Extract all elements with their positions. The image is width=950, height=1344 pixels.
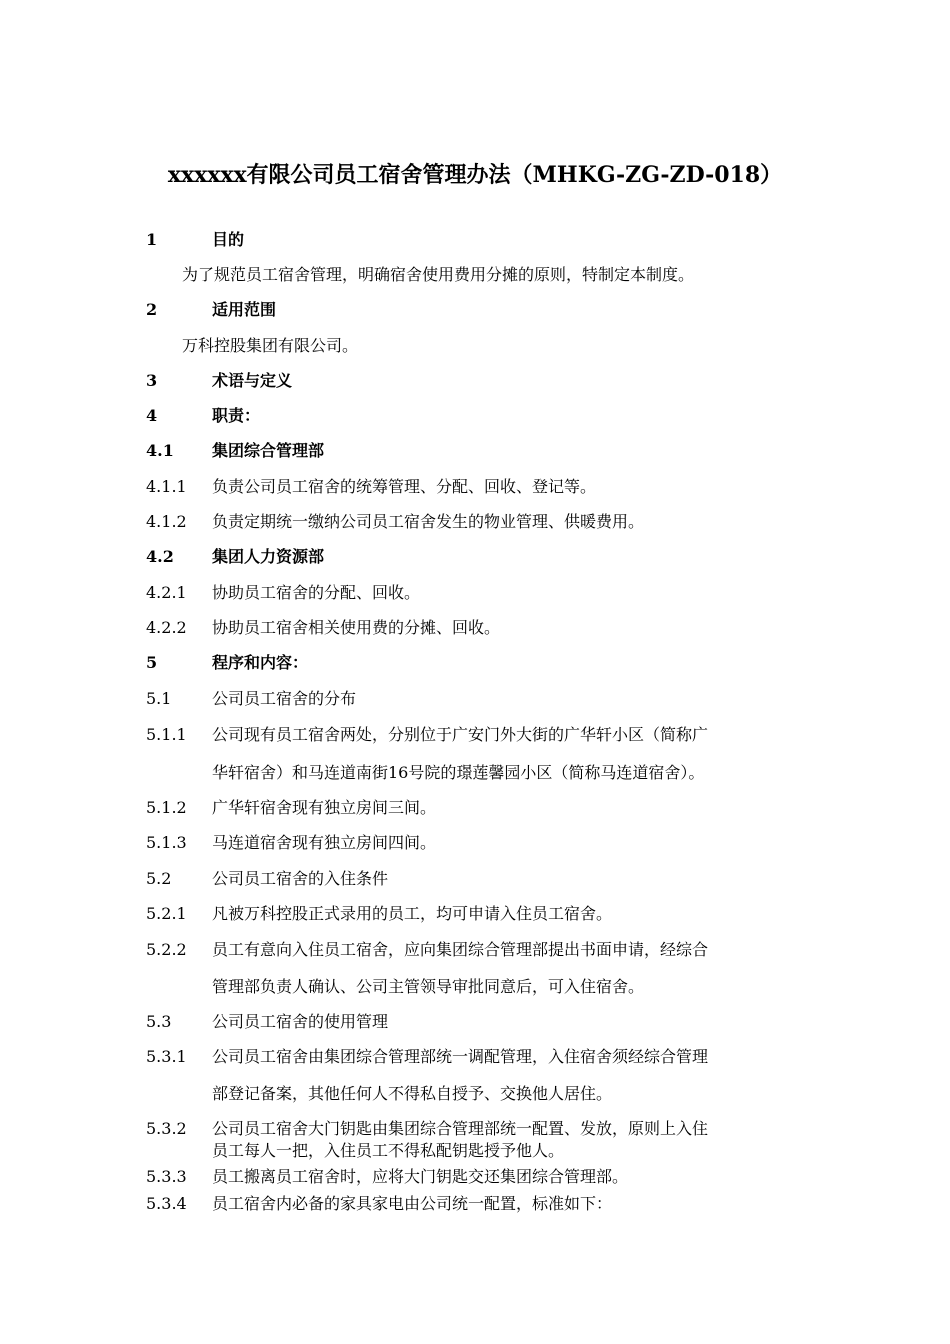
section-number: 5.2 bbox=[146, 869, 172, 888]
item-5-1-1-continuation: 华轩宿舍）和马连道南街16号院的璟莲馨园小区（简称马连道宿舍）。 bbox=[212, 763, 705, 782]
section-number: 5.2.1 bbox=[146, 904, 187, 923]
section-number: 5.3.3 bbox=[146, 1167, 187, 1186]
section-title: 适用范围 bbox=[212, 300, 277, 319]
section-text: 公司员工宿舍大门钥匙由集团综合管理部统一配置、发放，原则上入住 bbox=[212, 1119, 709, 1138]
section-text: 协助员工宿舍的分配、回收。 bbox=[212, 583, 421, 602]
section-number: 4.1 bbox=[146, 441, 174, 460]
section-number: 4.2 bbox=[146, 547, 174, 566]
section-title: 程序和内容： bbox=[212, 653, 309, 672]
section-text: 公司现有员工宿舍两处，分别位于广安门外大街的广华轩小区（简称广 bbox=[212, 725, 709, 744]
section-number: 4.2.1 bbox=[146, 583, 187, 602]
section-text: 公司员工宿舍由集团综合管理部统一调配管理，入住宿舍须经综合管理 bbox=[212, 1047, 709, 1066]
section-text: 员工宿舍内必备的家具家电由公司统一配置，标准如下： bbox=[212, 1194, 613, 1213]
section-title: 术语与定义 bbox=[212, 371, 293, 390]
section-number: 5 bbox=[146, 653, 158, 672]
paragraph-scope: 万科控股集团有限公司。 bbox=[182, 336, 359, 355]
section-text: 凡被万科控股正式录用的员工，均可申请入住员工宿舍。 bbox=[212, 904, 613, 923]
section-number: 3 bbox=[146, 371, 158, 390]
section-title: 职责： bbox=[212, 406, 261, 425]
section-number: 4.1.2 bbox=[146, 512, 187, 531]
section-title: 目的 bbox=[212, 230, 245, 249]
section-number: 4.1.1 bbox=[146, 477, 187, 496]
document-title: xxxxxx有限公司员工宿舍管理办法（MHKG-ZG-ZD-018） bbox=[167, 162, 783, 188]
section-number: 5.1.2 bbox=[146, 798, 187, 817]
section-number: 5.2.2 bbox=[146, 940, 187, 959]
section-number: 1 bbox=[146, 230, 158, 249]
paragraph-purpose: 为了规范员工宿舍管理，明确宿舍使用费用分摊的原则，特制定本制度。 bbox=[182, 265, 695, 284]
section-number: 5.3.4 bbox=[146, 1194, 187, 1213]
section-number: 2 bbox=[146, 300, 158, 319]
section-number: 5.1.3 bbox=[146, 833, 187, 852]
item-5-3-1-continuation: 部登记备案，其他任何人不得私自授予、交换他人居住。 bbox=[212, 1084, 613, 1103]
section-text: 员工搬离员工宿舍时，应将大门钥匙交还集团综合管理部。 bbox=[212, 1167, 629, 1186]
section-text: 公司员工宿舍的使用管理 bbox=[212, 1012, 389, 1031]
section-text: 负责定期统一缴纳公司员工宿舍发生的物业管理、供暖费用。 bbox=[212, 512, 645, 531]
section-text: 公司员工宿舍的入住条件 bbox=[212, 869, 389, 888]
section-number: 4 bbox=[146, 406, 158, 425]
item-5-2-2-continuation: 管理部负责人确认、公司主管领导审批同意后，可入住宿舍。 bbox=[212, 977, 645, 996]
section-text: 广华轩宿舍现有独立房间三间。 bbox=[212, 798, 437, 817]
section-number: 5.3.2 bbox=[146, 1119, 187, 1138]
section-number: 5.1.1 bbox=[146, 725, 187, 744]
item-5-3-2-continuation: 员工每人一把，入住员工不得私配钥匙授予他人。 bbox=[212, 1141, 565, 1160]
section-title: 集团综合管理部 bbox=[212, 441, 325, 460]
section-number: 5.1 bbox=[146, 689, 172, 708]
section-text: 员工有意向入住员工宿舍，应向集团综合管理部提出书面申请，经综合 bbox=[212, 940, 709, 959]
section-text: 公司员工宿舍的分布 bbox=[212, 689, 357, 708]
section-title: 集团人力资源部 bbox=[212, 547, 325, 566]
section-number: 4.2.2 bbox=[146, 618, 187, 637]
section-number: 5.3 bbox=[146, 1012, 172, 1031]
section-text: 协助员工宿舍相关使用费的分摊、回收。 bbox=[212, 618, 501, 637]
section-number: 5.3.1 bbox=[146, 1047, 187, 1066]
section-text: 负责公司员工宿舍的统筹管理、分配、回收、登记等。 bbox=[212, 477, 597, 496]
section-text: 马连道宿舍现有独立房间四间。 bbox=[212, 833, 437, 852]
